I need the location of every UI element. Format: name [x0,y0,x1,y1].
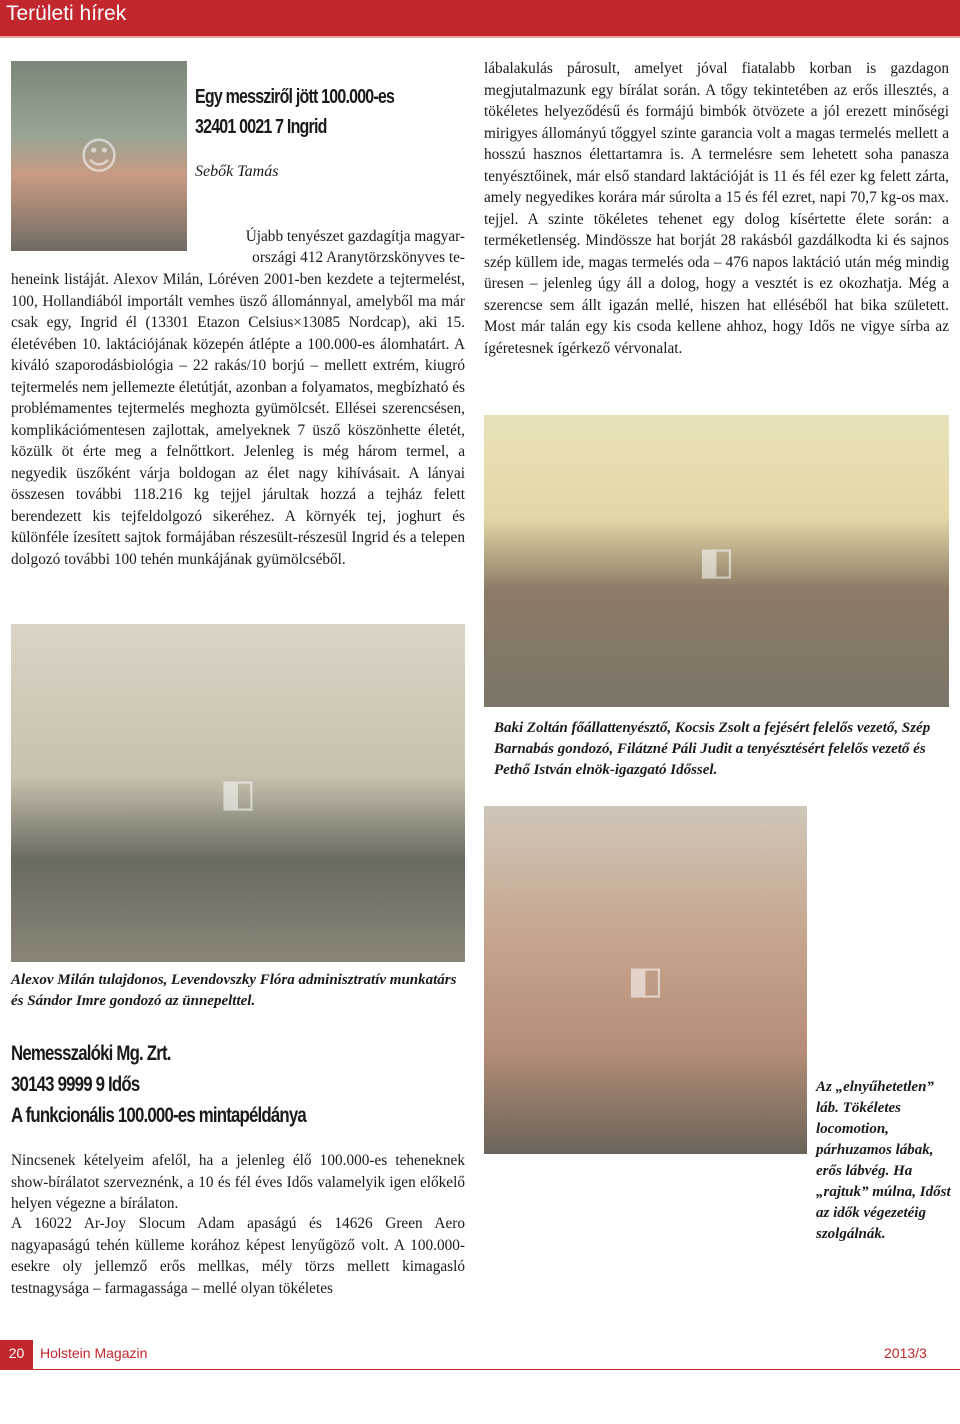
legs-image-icon: ◧ [627,958,664,1002]
article2-title-line3: A funkcionális 100.000-es mintapéldánya [11,1104,306,1127]
cow-ceremony-photo [11,624,465,962]
article1-author: Sebők Tamás [195,163,279,180]
footer-magazine-name: Holstein Magazin [40,1345,148,1361]
article1-body-right: lábalakulás párosult, amelyet jóval fiatalabb korban is gazdagon megjutalmazunk egy bírálat során. A tőgy tekintetében az erős illesztés, a tökéletes helyeződésű és formájú bimbók ötvözete a jól erezett minőségi mirigyes állományú tőggyel szinte garancia volt a magas termelés mellett a hosszú hasznos élettartamra is. A termelésre sem lehetett soha panasza tenyésztőinek, már első standard laktációját is 11 és fél ezer kg felett zárta, amely negyedikes korára már súrolta a 15 és fél ezret, napi 70,7 kg-os max. tejjel. A szinte tökéletes tehenet egy dolog kísértette élete során: a terméketlenség. Mindössze hat borját 28 rakásból gazdálkodta ki és sajnos szép küllem ide, magas termelés oda – 476 napos laktáció után még mindig üresen – jelenleg úgy áll a dolog, hogy a vesztét is ez okozhatja. Még a szerencse sem állt igazán mellé, hiszen hat elléséből hat bika született. Most már talán egy kis csoda kellene ahhoz, hogy Idős ne vigye sírba az ígéretesnek ígérkező vérvonalat. [484,60,949,357]
article1-body-left: heneink listáját. Alexov Milán, Lóréven 2001-ben kezdete a tejtermelést, 100, Hollandiából importált vemhes üsző állománnyal, amelyből ma már csak egy, Ingrid él (13301 Etazon Celsius×13085 Nordcap), aki 15. életévében 10. laktációjának közepén átlépte a 100.000-es álomhatárt. A kiváló szaporodásbiológia – 22 rakás/10 borjú – mellett extrém, kiugró tejtermelés nem jellemezte életútját, azonban a folyamatos, megbízható és problémamentes tejtermelés meghozta gyümölcsét. Ellései szerencsésen, komplikációmentesen zajlottak, amelyeknek 7 üsző köszönhette életét, közülk öt érte meg a felnőttkort. Jelenleg is még három termel, a negyedik üszőként várja boldogan az élet nagy kihívásait. A lányai összesen további 118.216 kg tejjel járultak hozzá a tejház felett berendezett kis tejfeldolgozó sikeréhez. A környék tej, joghurt és különféle ízesített sajtok formájában részesült-részesül Ingrid és a telepen dolgozó további 100 tehén munkájának gyümölcséből. [11,271,465,568]
group-photo-caption: Baki Zoltán főállattenyésztő, Kocsis Zsolt a fejésért felelős vezető, Szép Barnabás gondozó, Filátzné Páli Judit a tenyésztésért felelős vezető és Pethő István elnök-igazgató Időssel. [494,720,931,778]
group-image-icon: ◧ [698,539,735,583]
article2-title-line1: Nemesszalóki Mg. Zrt. [11,1042,171,1065]
portrait-photo [11,61,187,251]
group-photo [484,415,949,707]
cow-image-icon: ◧ [220,771,256,815]
article1-intro-line2: országi 412 Aranytörzskönyves te- [252,249,465,266]
article1-intro-line1: Újabb tenyészet gazdagítja magyar- [245,228,465,245]
article2-body: Nincsenek kételyeim afelől, ha a jelenleg élő 100.000-es teheneknek show-bírálatot szerveznénk, a 10 és fél éves Idős valamelyik igen előkelő helyen végezne a bírálaton. [11,1152,465,1212]
article2-title-line2: 30143 9999 9 Idős [11,1073,140,1096]
article1-title-line1: Egy messziről jött 100.000-es [195,86,395,108]
section-title: Területi hírek [6,2,127,25]
portrait-image-icon: ☺ [79,134,119,178]
footer-issue: 2013/3 [884,1345,927,1361]
cow-legs-photo [484,806,807,1154]
article2-body2: A 16022 Ar-Joy Slocum Adam apaságú és 14626 Green Aero nagyapaságú tehén külleme korához képest lenyűgöző volt. A 100.000-esekre oly jellemző erős mellkas, mély törzs mellett kimagasló testnagysága – farmagassága – mellé olyan tökéletes [11,1215,465,1297]
legs-photo-caption: Az „elnyűhetetlen” láb. Tökéletes locomotion, párhuzamos lábak, erős lábvég. Ha „rajtuk” múlna, Időst az idők végezetéig szolgálnák. [816,1079,951,1242]
footer-page-number: 20 [8,1345,25,1361]
header-divider [0,36,960,38]
cow-photo-caption: Alexov Milán tulajdonos, Levendovszky Flóra adminisztratív munkatárs és Sándor Imre gondozó az ünnepelttel. [11,972,457,1009]
section-header [0,0,960,36]
article1-title-line2: 32401 0021 7 Ingrid [195,116,327,138]
footer-divider [33,1369,960,1370]
